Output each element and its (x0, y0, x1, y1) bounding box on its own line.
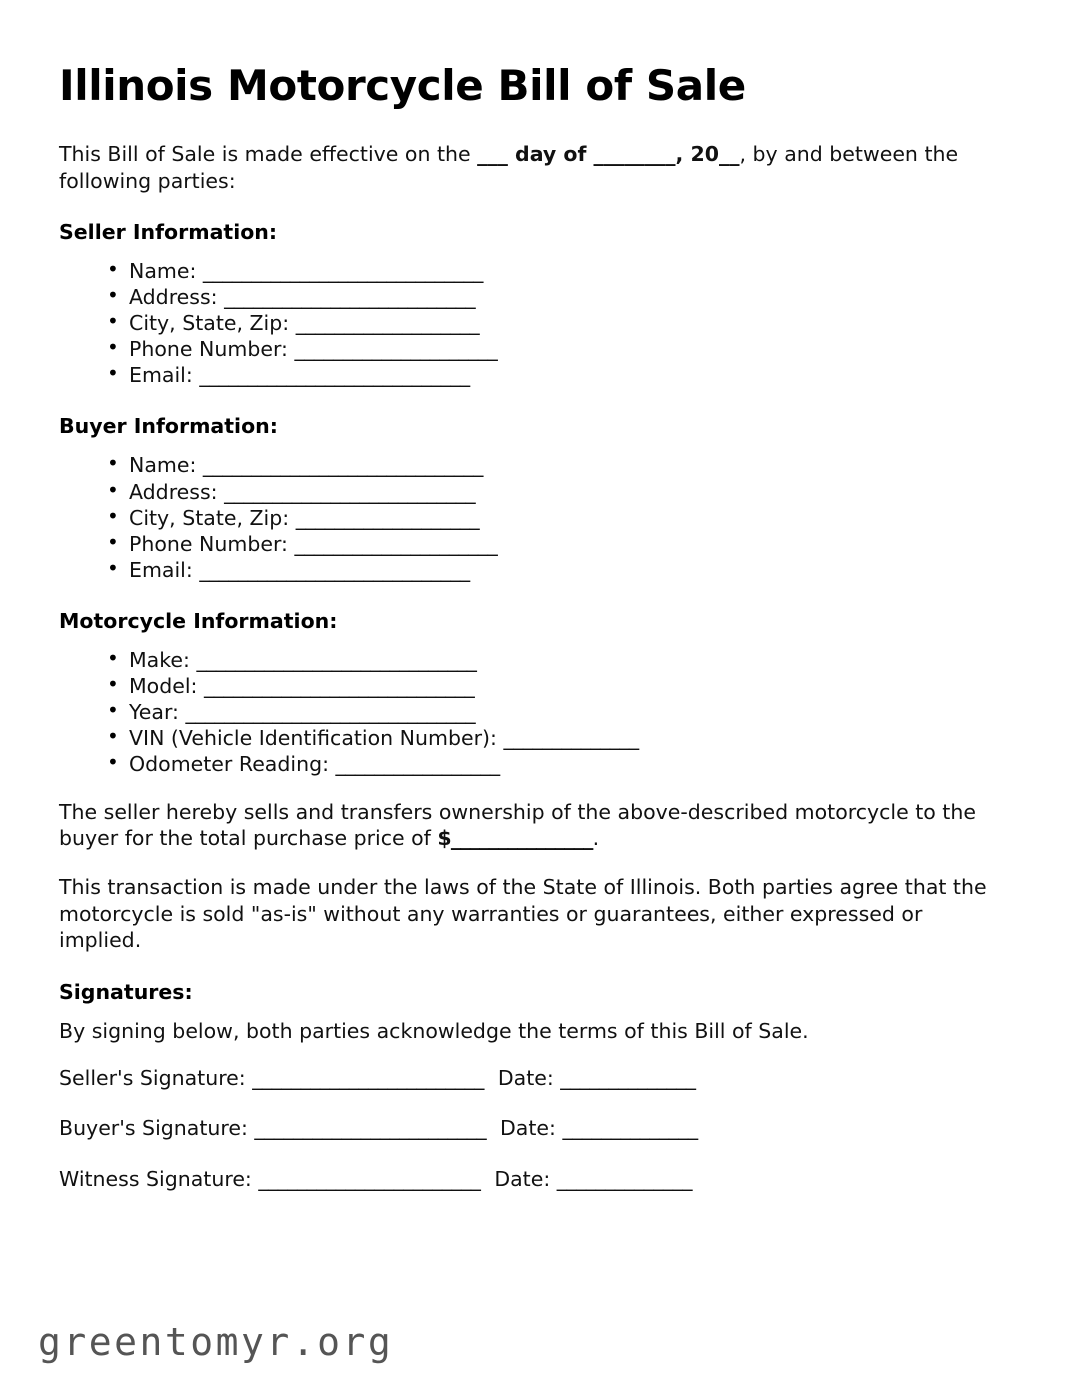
signature-blank-line[interactable]: _______________________ (258, 1166, 481, 1191)
footer-watermark-brand: greentomyr.org (38, 1320, 394, 1364)
field-label: Email: (129, 363, 193, 388)
seller-section-heading: Seller Information: (59, 220, 278, 245)
list-item (107, 505, 1009, 531)
date-label: Date: (497, 1065, 554, 1090)
list-item (107, 362, 1009, 388)
sale-clause-paragraph (59, 799, 1004, 852)
field-blank-line[interactable]: ___________________ (295, 505, 480, 530)
buyer-section-heading: Buyer Information: (59, 414, 278, 439)
signature-label: Seller's Signature: (59, 1065, 246, 1090)
as-is-clause-paragraph: This transaction is made under the laws of the State of Illinois. Both parties agree that the motorcycle is sold "as-is" without any warranties or guarantees, either expressed or implied. (59, 875, 987, 953)
list-item (107, 725, 1009, 751)
field-label: Odometer Reading: (129, 751, 329, 776)
signature-label: Buyer's Signature: (59, 1116, 248, 1141)
list-item (107, 557, 1009, 583)
field-blank-line[interactable]: _____________________ (294, 337, 498, 362)
signature-acknowledgement: By signing below, both parties acknowledge the terms of this Bill of Sale. (59, 1018, 809, 1043)
field-label: Name: (129, 453, 197, 478)
field-label: Phone Number: (129, 531, 288, 556)
field-blank-line[interactable]: _____________________ (294, 531, 498, 556)
field-blank-line[interactable]: _________________ (335, 751, 500, 776)
date-label: Date: (494, 1166, 551, 1191)
field-label: City, State, Zip: (129, 505, 290, 530)
buyer-signature-row (59, 1115, 1009, 1142)
intro-text-before: This Bill of Sale is made effective on the (59, 142, 478, 167)
list-item (107, 479, 1009, 505)
field-label: Name: (129, 259, 197, 284)
sale-clause-text: The seller hereby sells and transfers ownership of the above-described motorcycle to the buyer for the total purchase price of (59, 799, 976, 851)
list-item (107, 751, 1009, 777)
list-item (107, 336, 1009, 362)
list-item (107, 673, 1009, 699)
page-title: Illinois Motorcycle Bill of Sale (59, 61, 746, 110)
purchase-price-blank[interactable]: $_______________ (437, 826, 593, 851)
date-blank-line[interactable]: ______________ (560, 1065, 696, 1090)
seller-field-list (59, 258, 1009, 388)
date-label: Date: (500, 1116, 556, 1141)
list-item (107, 284, 1009, 310)
field-label: VIN (Vehicle Identification Number): (129, 725, 497, 750)
signature-blank-line[interactable]: ________________________ (254, 1116, 487, 1141)
field-blank-line[interactable]: ____________________________ (204, 673, 475, 698)
list-item (107, 699, 1009, 725)
field-blank-line[interactable]: __________________________ (224, 479, 475, 504)
field-label: Model: (129, 673, 198, 698)
document-content (59, 62, 1009, 1217)
field-blank-line[interactable]: ______________ (503, 725, 639, 750)
field-blank-line[interactable]: _____________________________ (202, 259, 483, 284)
field-label: Address: (129, 285, 218, 310)
field-blank-line[interactable]: __________________________ (224, 285, 475, 310)
intro-effective-date-blank: ___ day of ________, 20__ (477, 142, 740, 167)
motorcycle-section-heading: Motorcycle Information: (59, 608, 338, 633)
date-blank-line[interactable]: ______________ (562, 1116, 698, 1141)
field-label: Make: (129, 647, 190, 672)
field-label: Address: (129, 479, 218, 504)
field-label: Phone Number: (129, 337, 288, 362)
field-label: Email: (129, 557, 193, 582)
list-item (107, 258, 1009, 284)
signature-blank-line[interactable]: ________________________ (252, 1065, 484, 1090)
field-blank-line[interactable]: ____________________________ (199, 557, 470, 582)
list-item (107, 647, 1009, 673)
date-blank-line[interactable]: ______________ (556, 1166, 692, 1191)
field-blank-line[interactable]: ______________________________ (185, 699, 475, 724)
field-blank-line[interactable]: _____________________________ (202, 453, 483, 478)
signature-label: Witness Signature: (59, 1166, 252, 1191)
field-blank-line[interactable]: ___________________ (295, 311, 480, 336)
sale-clause-period: . (592, 826, 600, 851)
signatures-section-heading: Signatures: (59, 979, 193, 1004)
seller-signature-row (59, 1065, 1009, 1092)
list-item (107, 310, 1009, 336)
buyer-field-list (59, 452, 1009, 582)
field-label: Year: (129, 699, 179, 724)
intro-text-after: , by and between the following parties: (59, 142, 959, 193)
list-item (107, 531, 1009, 557)
field-blank-line[interactable]: ____________________________ (199, 363, 470, 388)
field-blank-line[interactable]: _____________________________ (196, 647, 477, 672)
list-item (107, 452, 1009, 478)
intro-paragraph (59, 141, 1004, 194)
witness-signature-row (59, 1166, 1009, 1193)
field-label: City, State, Zip: (129, 311, 290, 336)
motorcycle-field-list (59, 647, 1009, 777)
